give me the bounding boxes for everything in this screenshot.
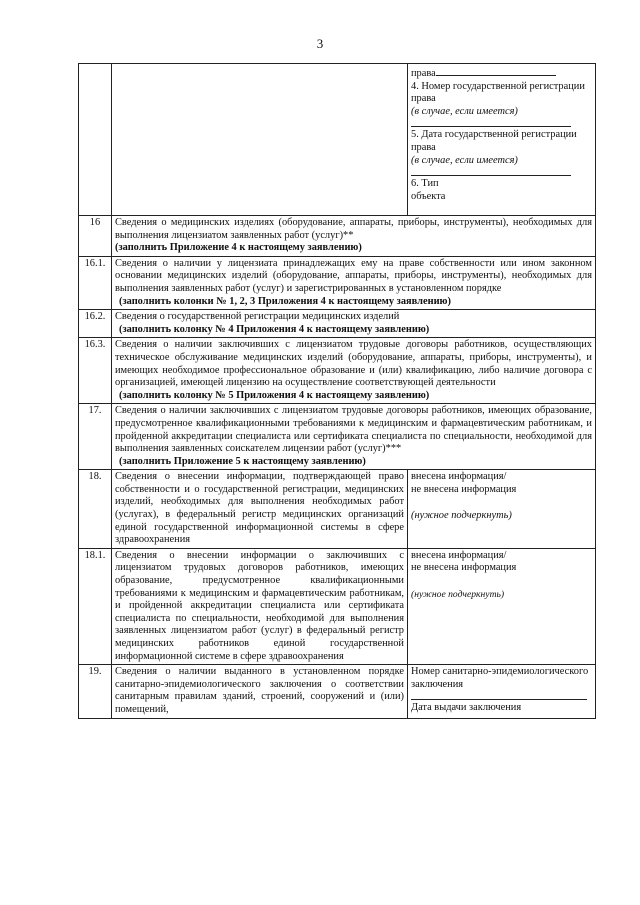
registration-number-label: 4. Номер государственной регистрации права [411, 80, 585, 105]
row-text: Сведения о государственной регистрации медицинских изделий [115, 311, 400, 323]
underline-note: (нужное подчеркнуть) [411, 589, 505, 601]
choice-cell [408, 470, 596, 549]
table-row [79, 665, 596, 718]
row-description: Сведения о внесении информации, подтверждающей право собственности и о государственной регистрации, медицинских изделий, необходимых для выполнения необходимых работ (услугах), в федеральный регистр медицинских организаций единой государственной информационной системы в сфере здравоохранения [112, 470, 408, 549]
choice-cell [408, 548, 596, 664]
row-description: Сведения о наличии выданного в установленном порядке санитарно-эпидемиологического заключения о соответствии санитарным правилам зданий, строений, сооружений и (или) помещений, [112, 665, 408, 718]
registration-date-label: 5. Дата государственной регистрации права [411, 129, 577, 153]
row-text: Сведения о наличии заключивших с лицензиатом трудовые договоры работников, имеющих образование, предусмотренное квалификационными требованиями к медицинским и фармацевтическим работникам, и пройденной аккредитации специалиста или сертификата специалиста по специальности, необходимой для выполнения заявленных соискателем лицензии работ (услуг)*** [115, 405, 592, 455]
underline [436, 65, 556, 76]
row-number: 18.1. [79, 548, 112, 664]
row-description [112, 256, 596, 309]
row-description: Сведения о внесении информации о заключивших с лицензиатом трудовых договоров работников, имеющих образование, предусмотренное квалификационными требованиями к медицинским и фармацевтическим работникам, и пройденной аккредитации специалиста или сертификата специалиста по специальности, необходимой для выполнения заявленных лицензиатом работ (услуг) в федеральный регистр медицинских работников единой государственной информационной системе в сфере здравоохранения [112, 548, 408, 664]
row-instruction: (заполнить колонку № 5 Приложения 4 к настоящему заявлению) [119, 389, 430, 401]
row-number: 17. [79, 404, 112, 470]
row-description [112, 338, 596, 404]
option-entered[interactable]: внесена информация/ [411, 549, 507, 561]
row-number: 16.3. [79, 338, 112, 404]
registration-date-field[interactable] [411, 167, 571, 176]
table-row [79, 470, 596, 549]
table-row [79, 548, 596, 664]
object-type-label: 6. Тип объекта [411, 178, 446, 202]
sanitary-conclusion-number-label: Номер санитарно-эпидемиологического заключения [411, 666, 589, 690]
row-text: Сведения о медицинских изделиях (оборудование, аппараты, приборы, инструменты), необходимых для выполнения лицензиатом заявленных работ (услуг)** [115, 217, 592, 241]
row-description [112, 216, 596, 257]
option-not-entered[interactable]: не внесена информация [411, 562, 517, 574]
row-desc-cell [112, 64, 408, 216]
table-row [79, 256, 596, 309]
rights-label: права [411, 68, 436, 79]
row-instruction: (заполнить колонку № 4 Приложения 4 к настоящему заявлению) [119, 323, 430, 335]
option-entered[interactable]: внесена информация/ [411, 471, 507, 483]
row-number: 19. [79, 665, 112, 718]
details-cell [408, 64, 596, 216]
row-text: Сведения о наличии заключивших с лицензиатом трудовые договоры работников, осуществляющих техническое обслуживание медицинских изделий (оборудование, аппараты, приборы, инструменты), и имеющих необходимое профессиональное образование и (или) квалификацию, либо наличие договора с организацией, имеющей лицензию на осуществление соответствующей деятельности [115, 339, 592, 389]
table-row [79, 64, 596, 216]
row-number: 16.2. [79, 310, 112, 338]
table-row [79, 216, 596, 257]
sanitary-conclusion-number-field[interactable] [411, 691, 587, 700]
option-not-entered[interactable]: не внесена информация [411, 483, 517, 495]
row-number: 18. [79, 470, 112, 549]
table-row [79, 338, 596, 404]
fields-cell [408, 665, 596, 718]
table-row [79, 404, 596, 470]
underline-note: (нужное подчеркнуть) [411, 510, 512, 522]
row-text: Сведения о наличии у лицензиата принадлежащих ему на праве собственности или ином законном основании медицинских изделий (оборудование, аппараты, приборы, инструменты), необходимых для выполнения заявленных работ (услуг) и зарегистрированных в установленном порядке [115, 257, 592, 294]
row-description [112, 404, 596, 470]
registration-date-note: (в случае, если имеется) [411, 154, 518, 166]
table-row [79, 310, 596, 338]
registration-number-note: (в случае, если имеется) [411, 105, 518, 117]
row-instruction: (заполнить Приложение 5 к настоящему заявлению) [119, 455, 366, 467]
row-number: 16 [79, 216, 112, 257]
application-table [78, 63, 596, 719]
row-number: 16.1. [79, 256, 112, 309]
row-instruction: (заполнить колонки № 1, 2, 3 Приложения 4 к настоящему заявлению) [119, 295, 451, 307]
page-number: 3 [316, 36, 324, 51]
row-description [112, 310, 596, 338]
conclusion-date-label: Дата выдачи заключения [411, 702, 522, 714]
registration-number-field[interactable] [411, 118, 571, 127]
row-num-cell [79, 64, 112, 216]
row-instruction: (заполнить Приложение 4 к настоящему заявлению) [115, 242, 362, 254]
